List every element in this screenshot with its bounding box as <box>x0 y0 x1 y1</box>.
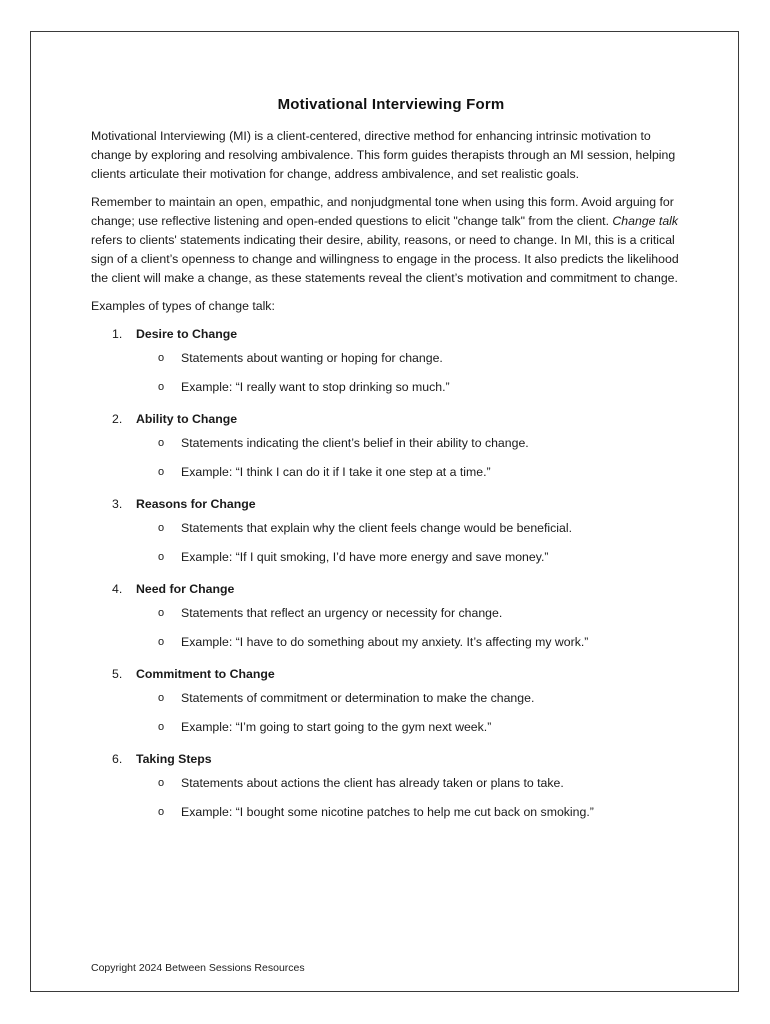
bullet-item <box>91 802 691 831</box>
bullet-item <box>91 377 691 406</box>
type-number: 5. <box>112 667 123 681</box>
bullet-circle-icon: o <box>158 466 165 478</box>
change-talk-types-list <box>91 324 691 831</box>
type-bullets <box>91 603 691 661</box>
type-bullets <box>91 348 691 406</box>
bullet-circle-icon: o <box>158 607 165 619</box>
type-heading <box>91 664 691 685</box>
type-example: Example: “I really want to stop drinking so much.” <box>181 380 450 394</box>
examples-intro: Examples of types of change talk: <box>91 299 275 313</box>
bullet-circle-icon: o <box>158 636 165 648</box>
change-talk-type <box>91 324 691 406</box>
change-talk-type <box>91 579 691 661</box>
change-talk-type <box>91 494 691 576</box>
type-bullets <box>91 688 691 746</box>
type-bullets <box>91 433 691 491</box>
type-bullets <box>91 518 691 576</box>
bullet-item <box>91 433 691 462</box>
bullet-circle-icon: o <box>158 551 165 563</box>
type-example: Example: “I have to do something about my anxiety. It’s affecting my work.” <box>181 635 589 649</box>
copyright-footer: Copyright 2024 Between Sessions Resources <box>91 962 305 974</box>
type-heading <box>91 494 691 515</box>
change-talk-type <box>91 664 691 746</box>
type-statement: Statements about actions the client has already taken or plans to take. <box>181 776 564 790</box>
bullet-circle-icon: o <box>158 437 165 449</box>
bullet-item <box>91 717 691 746</box>
type-name: Need for Change <box>136 582 235 596</box>
change-talk-type <box>91 409 691 491</box>
type-statement: Statements about wanting or hoping for change. <box>181 351 443 365</box>
instructions-text-a: Remember to maintain an open, empathic, and nonjudgmental tone when using this form. Avoid arguing for change; use reflective listening and open-ended questions to elicit "change talk" from the client. <box>91 195 674 228</box>
bullet-circle-icon: o <box>158 721 165 733</box>
type-name: Desire to Change <box>136 327 238 341</box>
type-heading <box>91 749 691 770</box>
type-number: 6. <box>112 752 123 766</box>
type-number: 3. <box>112 497 123 511</box>
type-name: Commitment to Change <box>136 667 275 681</box>
bullet-item <box>91 632 691 661</box>
type-statement: Statements of commitment or determination to make the change. <box>181 691 535 705</box>
document-content <box>91 96 691 834</box>
document-page <box>30 31 739 992</box>
type-heading <box>91 324 691 345</box>
bullet-item <box>91 518 691 547</box>
page-title: Motivational Interviewing Form <box>277 96 505 113</box>
instructions-paragraph <box>91 193 691 288</box>
type-example: Example: “I think I can do it if I take it one step at a time.” <box>181 465 491 479</box>
bullet-item <box>91 773 691 802</box>
bullet-item <box>91 547 691 576</box>
type-heading <box>91 409 691 430</box>
bullet-circle-icon: o <box>158 806 165 818</box>
type-example: Example: “I’m going to start going to the gym next week.” <box>181 720 492 734</box>
type-statement: Statements that reflect an urgency or necessity for change. <box>181 606 503 620</box>
type-number: 1. <box>112 327 123 341</box>
change-talk-type <box>91 749 691 831</box>
bullet-circle-icon: o <box>158 381 165 393</box>
type-example: Example: “I bought some nicotine patches to help me cut back on smoking.” <box>181 805 594 819</box>
instructions-text-b: refers to clients' statements indicating their desire, ability, reasons, or need to change. In MI, this is a critical sign of a client’s openness to change and willingness to engage in the process. It also predicts the likelihood the client will make a change, as these statements reveal the client’s motivation and commitment to change. <box>91 233 679 285</box>
bullet-item <box>91 688 691 717</box>
type-statement: Statements that explain why the client feels change would be beneficial. <box>181 521 573 535</box>
bullet-item <box>91 348 691 377</box>
bullet-circle-icon: o <box>158 522 165 534</box>
change-talk-term: Change talk <box>612 214 679 228</box>
type-example: Example: “If I quit smoking, I’d have more energy and save money.” <box>181 550 549 564</box>
type-statement: Statements indicating the client’s belief in their ability to change. <box>181 436 529 450</box>
intro-paragraph: Motivational Interviewing (MI) is a client-centered, directive method for enhancing intrinsic motivation to change by exploring and resolving ambivalence. This form guides therapists through an MI session, helping clients articulate their motivation for change, address ambivalence, and set realistic goals. <box>91 129 676 181</box>
bullet-item <box>91 603 691 632</box>
type-number: 4. <box>112 582 123 596</box>
bullet-circle-icon: o <box>158 352 165 364</box>
type-bullets <box>91 773 691 831</box>
type-name: Ability to Change <box>136 412 238 426</box>
bullet-circle-icon: o <box>158 692 165 704</box>
bullet-item <box>91 462 691 491</box>
type-name: Taking Steps <box>136 752 212 766</box>
type-name: Reasons for Change <box>136 497 256 511</box>
bullet-circle-icon: o <box>158 777 165 789</box>
type-number: 2. <box>112 412 123 426</box>
type-heading <box>91 579 691 600</box>
